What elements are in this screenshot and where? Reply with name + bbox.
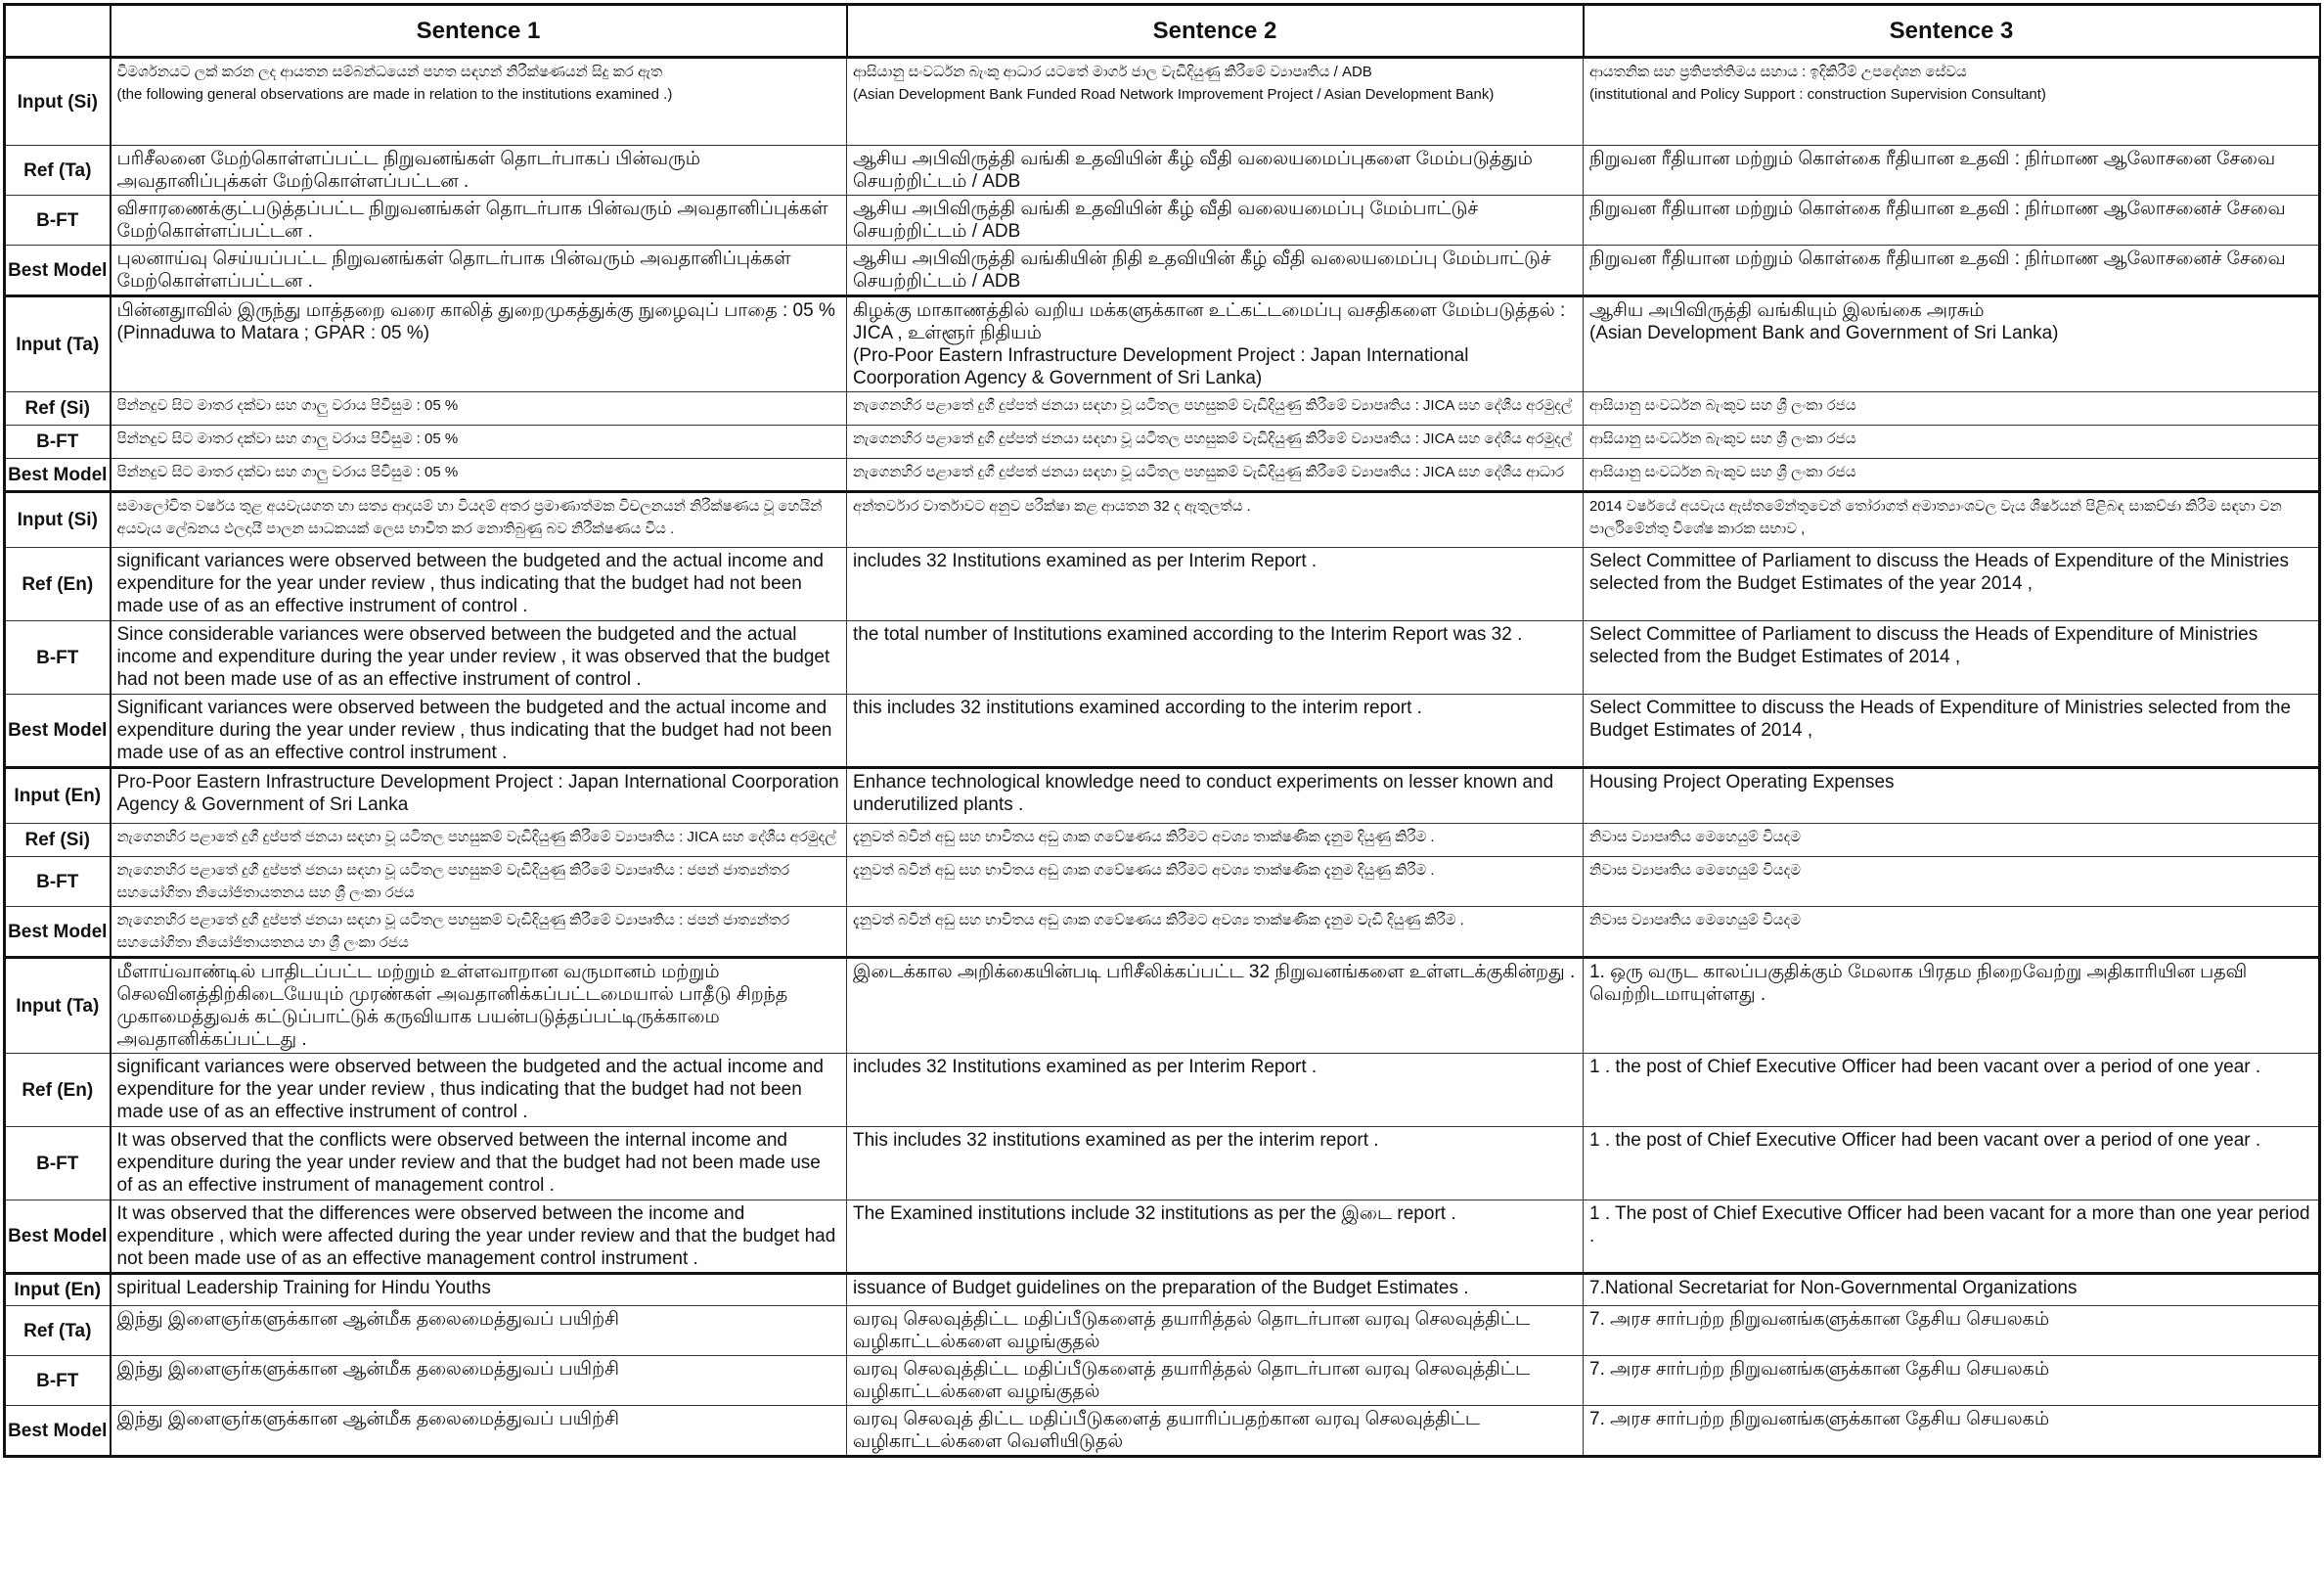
table-cell-sentence-3: නිවාස ව්‍යාපෘතිය මෙහෙයුම් වියදම: [1584, 824, 2320, 857]
table-row: [5, 296, 2320, 392]
table-cell-sentence-1: Since considerable variances were observed between the budgeted and the actual income and expenditure during the year under review , it was observed that the budget had not been made use of as an effective instrument of control .: [111, 621, 847, 695]
table-cell-sentence-1: பரிசீலனை மேற்கொள்ளப்பட்ட நிறுவனங்கள் தொடர்பாகப் பின்வரும் அவதானிப்புக்கள் மேற்கொள்ளப்பட்டன .: [111, 146, 847, 196]
table-cell-sentence-2: கிழக்கு மாகாணத்தில் வறிய மக்களுக்கான உட்கட்டமைப்பு வசதிகளை மேம்படுத்தல் : JICA , உள்ளூர் நிதியம் (Pro-Poor Eastern Infrastructure Development Project : Japan International Coorporation Agency & Government of Sri Lanka): [847, 296, 1584, 392]
table-row: [5, 548, 2320, 621]
table-row: [5, 1054, 2320, 1127]
table-cell-sentence-3: 7. அரச சார்பற்ற நிறுவனங்களுக்கான தேசிய செயலகம்: [1584, 1306, 2320, 1356]
row-label: Best Model: [5, 246, 111, 296]
table-cell-sentence-2: අන්තර්වාර වාර්තාවට අනුව පරීක්ෂා කළ ආයතන 32 ද ඇතුලත්ය .: [847, 492, 1584, 548]
table-row: [5, 246, 2320, 296]
row-label: Ref (Si): [5, 824, 111, 857]
table-row: [5, 768, 2320, 824]
row-label: B-FT: [5, 1127, 111, 1200]
table-row: [5, 1306, 2320, 1356]
table-cell-sentence-3: 7. அரச சார்பற்ற நிறுவனங்களுக்கான தேசிய செயலகம்: [1584, 1356, 2320, 1406]
table-cell-sentence-2: this includes 32 institutions examined according to the interim report .: [847, 695, 1584, 768]
table-cell-sentence-3: ஆசிய அபிவிருத்தி வங்கியும் இலங்கை அரசும் (Asian Development Bank and Government of Sri Lanka): [1584, 296, 2320, 392]
row-label: Input (Ta): [5, 958, 111, 1054]
table-cell-sentence-3: නිවාස ව්‍යාපෘතිය මෙහෙයුම් වියදම: [1584, 907, 2320, 958]
table-cell-sentence-1: විමර්ශනයට ලක් කරන ලද ආයතන සම්බන්ධයෙන් පහත සඳහන් නිරීක්ෂණයන් සිදු කර ඇත (the following general observations are made in relation to the institutions examined .): [111, 58, 847, 146]
table-cell-sentence-2: includes 32 Institutions examined as per Interim Report .: [847, 1054, 1584, 1127]
table-cell-sentence-3: நிறுவன ரீதியான மற்றும் கொள்கை ரீதியான உதவி : நிர்மாண ஆலோசனைச் சேவை: [1584, 196, 2320, 246]
table-cell-sentence-3: ආසියානු සංවර්ධන බැංකුව සහ ශ්‍රී ලංකා රජය: [1584, 426, 2320, 459]
table-cell-sentence-3: 1 . the post of Chief Executive Officer had been vacant over a period of one year .: [1584, 1054, 2320, 1127]
row-label: B-FT: [5, 857, 111, 907]
table-cell-sentence-3: 1. ஒரு வருட காலப்பகுதிக்கும் மேலாக பிரதம நிறைவேற்று அதிகாரியின பதவி வெற்றிடமாயுள்ளது .: [1584, 958, 2320, 1054]
table-cell-sentence-3: 1 . the post of Chief Executive Officer had been vacant over a period of one year .: [1584, 1127, 2320, 1200]
table-cell-sentence-3: ආසියානු සංවර්ධන බැංකුව සහ ශ්‍රී ලංකා රජය: [1584, 459, 2320, 492]
table-cell-sentence-3: 2014 වර්ෂයේ අයවැය ඇස්තමේන්තුවෙන් තෝරාගත් අමාත්‍යාංශවල වැය ශීර්ෂයන් පිළිබඳ සාකච්ඡා කිරීම සඳහා වන පාර්ලිමේන්තු විශේෂ කාරක සභාව ,: [1584, 492, 2320, 548]
row-label: Best Model: [5, 695, 111, 768]
row-label: Ref (Ta): [5, 1306, 111, 1356]
table-cell-sentence-1: නැගෙනහිර පළාතේ දුගී දුප්පත් ජනයා සඳහා වූ යටිතල පහසුකම් වැඩිදියුණු කිරීමේ ව්‍යාපෘතිය : ජපන් ජාත්‍යන්තර සහයෝගිතා නියෝජිතායතනය සහ ශ්‍රී ලංකා රජය: [111, 857, 847, 907]
table-cell-sentence-2: இடைக்கால அறிக்கையின்படி பரிசீலிக்கப்பட்ட 32 நிறுவனங்களை உள்ளடக்குகின்றது .: [847, 958, 1584, 1054]
table-cell-sentence-1: விசாரணைக்குட்படுத்தப்பட்ட நிறுவனங்கள் தொடர்பாக பின்வரும் அவதானிப்புக்கள் மேற்கொள்ளப்பட்டன .: [111, 196, 847, 246]
table-cell-sentence-2: The Examined institutions include 32 institutions as per the இடை report .: [847, 1200, 1584, 1274]
translation-table-figure: [3, 3, 2319, 1458]
table-row: [5, 392, 2320, 426]
header-row: [5, 5, 2320, 58]
table-cell-sentence-1: இந்து இளைஞர்களுக்கான ஆன்மீக தலைமைத்துவப் பயிற்சி: [111, 1406, 847, 1457]
table-cell-sentence-1: පින්නදුව සිට මාතර දක්වා සහ ගාලු වරාය පිවිසුම : 05 %: [111, 459, 847, 492]
table-cell-sentence-3: நிறுவன ரீதியான மற்றும் கொள்கை ரீதியான உதவி : நிர்மாண ஆலோசனைச் சேவை: [1584, 246, 2320, 296]
table-cell-sentence-1: පින්නදුව සිට මාතර දක්වා සහ ගාලු වරාය පිවිසුම : 05 %: [111, 426, 847, 459]
table-cell-sentence-2: issuance of Budget guidelines on the preparation of the Budget Estimates .: [847, 1274, 1584, 1306]
table-cell-sentence-2: නැගෙනහිර පළාතේ දුගී දුප්පත් ජනයා සඳහා වූ යටිතල පහසුකම් වැඩිදියුණු කිරීමේ ව්‍යාපෘතිය : JICA සහ දේශීය අරමුදල්: [847, 392, 1584, 426]
row-label: B-FT: [5, 1356, 111, 1406]
table-cell-sentence-1: නැගෙනහිර පළාතේ දුගී දුප්පත් ජනයා සඳහා වූ යටිතල පහසුකම් වැඩිදියුණු කිරීමේ ව්‍යාපෘතිය : JICA සහ දේශීය අරමුදල්: [111, 824, 847, 857]
table-cell-sentence-2: Enhance technological knowledge need to conduct experiments on lesser known and underutilized plants .: [847, 768, 1584, 824]
row-label: Ref (Si): [5, 392, 111, 426]
row-label: Best Model: [5, 1200, 111, 1274]
row-label: Best Model: [5, 1406, 111, 1457]
table-cell-sentence-1: It was observed that the conflicts were observed between the internal income and expenditure during the year under review and that the budget had not been made use of as an effective instrument of management control .: [111, 1127, 847, 1200]
table-row: [5, 621, 2320, 695]
row-label: Ref (En): [5, 1054, 111, 1127]
table-cell-sentence-2: නැගෙනහිර පළාතේ දුගී දුප්පත් ජනයා සඳහා වූ යටිතල පහසුකම් වැඩිදියුණු කිරීමේ ව්‍යාපෘතිය : JICA සහ දේශීය ආධාර: [847, 459, 1584, 492]
row-label: Best Model: [5, 907, 111, 958]
table-row: [5, 824, 2320, 857]
table-row: [5, 695, 2320, 768]
table-row: [5, 857, 2320, 907]
table-cell-sentence-2: දැනුවත් බවින් අඩු සහ භාවිතය අඩු ශාක ගවේෂණය කිරීමට අවශ්‍ය තාක්ෂණික දැනුම වැඩි දියුණු කිරීම .: [847, 907, 1584, 958]
table-cell-sentence-2: දැනුවත් බවින් අඩු සහ භාවිතය අඩු ශාක ගවේෂණය කිරීමට අවශ්‍ය තාක්ෂණික දැනුම දියුණු කිරීම .: [847, 824, 1584, 857]
table-cell-sentence-3: Select Committee of Parliament to discuss the Heads of Expenditure of Ministries selected from the Budget Estimates of 2014 ,: [1584, 621, 2320, 695]
table-body: [5, 58, 2320, 1457]
table-cell-sentence-2: includes 32 Institutions examined as per Interim Report .: [847, 548, 1584, 621]
row-label: B-FT: [5, 426, 111, 459]
header-sentence-1: Sentence 1: [111, 5, 847, 58]
table-cell-sentence-1: පින්නදුව සිට මාතර දක්වා සහ ගාලු වරාය පිවිසුම : 05 %: [111, 392, 847, 426]
table-row: [5, 146, 2320, 196]
table-row: [5, 459, 2320, 492]
table-cell-sentence-3: Housing Project Operating Expenses: [1584, 768, 2320, 824]
row-label: Ref (En): [5, 548, 111, 621]
table-row: [5, 1274, 2320, 1306]
row-label: Input (Si): [5, 58, 111, 146]
table-row: [5, 58, 2320, 146]
table-cell-sentence-2: ஆசிய அபிவிருத்தி வங்கியின் நிதி உதவியின் கீழ் வீதி வலையமைப்பு மேம்பாட்டுச் செயற்றிட்டம் / ADB: [847, 246, 1584, 296]
table-cell-sentence-2: வரவு செலவுத் திட்ட மதிப்பீடுகளைத் தயாரிப்பதற்கான வரவு செலவுத்திட்ட வழிகாட்டல்களை வெளியிடுதல்: [847, 1406, 1584, 1457]
header-sentence-3: Sentence 3: [1584, 5, 2320, 58]
table-cell-sentence-1: மீளாய்வாண்டில் பாதிடப்பட்ட மற்றும் உள்ளவாறான வருமானம் மற்றும் செலவினத்திற்கிடையேயும் முரண்கள் அவதானிக்கப்பட்டமையால் பாதீடு சிறந்த முகாமைத்துவக் கட்டுப்பாட்டுக் கருவியாக பயன்படுத்தப்பட்டிருக்காமை அவதானிக்கப்பட்டது .: [111, 958, 847, 1054]
table-cell-sentence-1: பின்னதுாவில் இருந்து மாத்தறை வரை காலித் துறைமுகத்துக்கு நுழைவுப் பாதை : 05 % (Pinnaduwa to Matara ; GPAR : 05 %): [111, 296, 847, 392]
table-cell-sentence-3: 7. அரச சார்பற்ற நிறுவனங்களுக்கான தேசிய செயலகம்: [1584, 1406, 2320, 1457]
table-cell-sentence-1: இந்து இளைஞர்களுக்கான ஆன்மீக தலைமைத்துவப் பயிற்சி: [111, 1356, 847, 1406]
table-row: [5, 1406, 2320, 1457]
table-cell-sentence-3: நிறுவன ரீதியான மற்றும் கொள்கை ரீதியான உதவி : நிர்மாண ஆலோசனை சேவை: [1584, 146, 2320, 196]
table-cell-sentence-2: வரவு செலவுத்திட்ட மதிப்பீடுகளைத் தயாரித்தல் தொடர்பான வரவு செலவுத்திட்ட வழிகாட்டல்களை வழங்குதல்: [847, 1356, 1584, 1406]
row-label: B-FT: [5, 621, 111, 695]
table-cell-sentence-3: නිවාස ව්‍යාපෘතිය මෙහෙයුම් වියදම: [1584, 857, 2320, 907]
translation-comparison-table: [3, 3, 2321, 1458]
table-cell-sentence-1: සමාලෝචිත වර්ෂය තුළ අයවැයගත හා සත්‍ය ආදායම් හා වියදම් අතර ප්‍රමාණාත්මක විචලනයන් නිරීක්ෂණය වූ හෙයින් අයවැය ලේඛනය ඵලදායී පාලන සාධකයක් ලෙස භාවිත කර නොතිබුණු බව නිරීක්ෂණය විය .: [111, 492, 847, 548]
table-cell-sentence-3: ආසියානු සංවර්ධන බැංකුව සහ ශ්‍රී ලංකා රජය: [1584, 392, 2320, 426]
table-row: [5, 492, 2320, 548]
table-cell-sentence-2: This includes 32 institutions examined as per the interim report .: [847, 1127, 1584, 1200]
table-cell-sentence-1: නැගෙනහිර පළාතේ දුගී දුප්පත් ජනයා සඳහා වූ යටිතල පහසුකම් වැඩිදියුණු කිරීමේ ව්‍යාපෘතිය : ජපන් ජාත්‍යන්තර සහයෝගිතා නියෝජිතායතනය හා ශ්‍රී ලංකා රජය: [111, 907, 847, 958]
table-cell-sentence-1: significant variances were observed between the budgeted and the actual income and expenditure for the year under review , thus indicating that the budget had not been made use of as an effective instrument of control .: [111, 1054, 847, 1127]
header-sentence-2: Sentence 2: [847, 5, 1584, 58]
row-label: Input (Ta): [5, 296, 111, 392]
table-cell-sentence-2: දැනුවත් බවින් අඩු සහ භාවිතය අඩු ශාක ගවේෂණය කිරීමට අවශ්‍ය තාක්ෂණික දැනුම දියුණු කිරීම .: [847, 857, 1584, 907]
table-cell-sentence-3: Select Committee of Parliament to discuss the Heads of Expenditure of the Ministries selected from the Budget Estimates of the year 2014 ,: [1584, 548, 2320, 621]
row-label: Input (Si): [5, 492, 111, 548]
table-row: [5, 1127, 2320, 1200]
table-cell-sentence-1: Pro-Poor Eastern Infrastructure Development Project : Japan International Coorporation Agency & Government of Sri Lanka: [111, 768, 847, 824]
header-corner: [5, 5, 111, 58]
row-label: Ref (Ta): [5, 146, 111, 196]
table-row: [5, 907, 2320, 958]
table-cell-sentence-2: ආසියානු සංවර්ධන බැංකු ආධාර යටතේ මාර්ග ජාල වැඩිදියුණු කිරීමේ ව්‍යාපෘතිය / ADB (Asian Development Bank Funded Road Network Improvement Project / Asian Development Bank): [847, 58, 1584, 146]
table-cell-sentence-1: significant variances were observed between the budgeted and the actual income and expenditure for the year under review , thus indicating that the budget had not been made use of as an effective instrument of control .: [111, 548, 847, 621]
table-row: [5, 1356, 2320, 1406]
table-cell-sentence-2: ஆசிய அபிவிருத்தி வங்கி உதவியின் கீழ் வீதி வலையமைப்பு மேம்பாட்டுச் செயற்றிட்டம் / ADB: [847, 196, 1584, 246]
table-cell-sentence-1: Significant variances were observed between the budgeted and the actual income and expenditure during the year under review , thus indicating that the budget had not been made use of as an effective control instrument .: [111, 695, 847, 768]
table-cell-sentence-1: புலனாய்வு செய்யப்பட்ட நிறுவனங்கள் தொடர்பாக பின்வரும் அவதானிப்புக்கள் மேற்கொள்ளப்பட்டன .: [111, 246, 847, 296]
table-row: [5, 958, 2320, 1054]
table-cell-sentence-3: 1 . The post of Chief Executive Officer had been vacant for a more than one year period .: [1584, 1200, 2320, 1274]
table-row: [5, 196, 2320, 246]
table-cell-sentence-1: spiritual Leadership Training for Hindu Youths: [111, 1274, 847, 1306]
table-cell-sentence-1: இந்து இளைஞர்களுக்கான ஆன்மீக தலைமைத்துவப் பயிற்சி: [111, 1306, 847, 1356]
row-label: B-FT: [5, 196, 111, 246]
row-label: Best Model: [5, 459, 111, 492]
table-cell-sentence-2: නැගෙනහිර පළාතේ දුගී දුප්පත් ජනයා සඳහා වූ යටිතල පහසුකම් වැඩිදියුණු කිරීමේ ව්‍යාපෘතිය : JICA සහ දේශීය අරමුදල්: [847, 426, 1584, 459]
table-cell-sentence-3: 7.National Secretariat for Non-Governmental Organizations: [1584, 1274, 2320, 1306]
row-label: Input (En): [5, 1274, 111, 1306]
table-cell-sentence-3: ආයතනික සහ ප්‍රතිපත්තිමය සහාය : ඉදිකිරීම් උපදේශන සේවය (institutional and Policy Support : construction Supervision Consultant): [1584, 58, 2320, 146]
table-cell-sentence-1: It was observed that the differences were observed between the income and expenditure , which were affected during the year under review and that the budget had not been made use of as an effective management control instrument .: [111, 1200, 847, 1274]
table-cell-sentence-3: Select Committee to discuss the Heads of Expenditure of Ministries selected from the Budget Estimates of 2014 ,: [1584, 695, 2320, 768]
row-label: Input (En): [5, 768, 111, 824]
table-cell-sentence-2: the total number of Institutions examined according to the Interim Report was 32 .: [847, 621, 1584, 695]
table-row: [5, 1200, 2320, 1274]
table-cell-sentence-2: ஆசிய அபிவிருத்தி வங்கி உதவியின் கீழ் வீதி வலையமைப்புகளை மேம்படுத்தும் செயற்றிட்டம் / ADB: [847, 146, 1584, 196]
table-row: [5, 426, 2320, 459]
table-cell-sentence-2: வரவு செலவுத்திட்ட மதிப்பீடுகளைத் தயாரித்தல் தொடர்பான வரவு செலவுத்திட்ட வழிகாட்டல்களை வழங்குதல்: [847, 1306, 1584, 1356]
